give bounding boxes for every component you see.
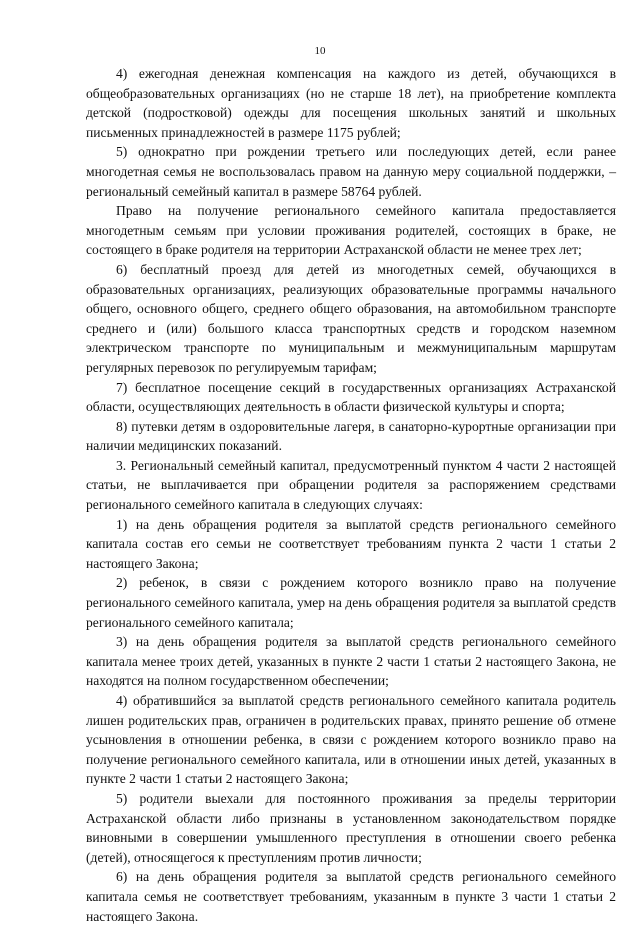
paragraph-item-4-compensation: 4) ежегодная денежная компенсация на каждого из детей, обучающихся в общеобразовательных организациях (но не старше 18 лет), на приобретение комплекта детской (подростковой) одежды для посещения школьных занятий и школьных письменных принадлежностей в размере 1175 рублей; bbox=[86, 66, 616, 140]
page-number: 10 bbox=[314, 45, 326, 57]
paragraph-exclusion-1: 1) на день обращения родителя за выплатой средств регионального семейного капитала состав его семьи не соответствует требованиям пункта 2 части 1 статьи 2 настоящего Закона; bbox=[86, 516, 616, 571]
paragraph-item-5-family-capital: 5) однократно при рождении третьего или последующих детей, если ранее многодетная семья не воспользовалась правом на данную меру социальной поддержки, – региональный семейный капитал в размере 58764 рублей. bbox=[86, 144, 616, 199]
paragraph-exclusion-6: 6) на день обращения родителя за выплатой средств регионального семейного капитала семья не соответствует требованиям, указанным в пункте 3 части 1 статьи 2 настоящего Закона. bbox=[86, 869, 616, 924]
document-body bbox=[86, 64, 616, 926]
paragraph-exclusion-4: 4) обратившийся за выплатой средств регионального семейного капитала родитель лишен родительских прав, ограничен в родительских правах, принято решение об отмене усыновления в отношении ребенка, в связи с рождением которого возникло право на получение регионального семейного капитала, или в отношении иных детей, указанных в пункте 2 части 1 статьи 2 настоящего Закона; bbox=[86, 693, 616, 787]
paragraph-capital-eligibility: Право на получение регионального семейного капитала предоставляется многодетным семьям при условии проживания родителей, состоящих в браке, не состоящего в браке родителя на территории Астраханской области не менее трех лет; bbox=[86, 203, 616, 258]
paragraph-item-8-camp-vouchers: 8) путевки детям в оздоровительные лагеря, в санаторно-курортные организации при наличии медицинских показаний. bbox=[86, 418, 616, 454]
paragraph-exclusion-5: 5) родители выехали для постоянного проживания за пределы территории Астраханской области либо признаны в установленном законодательством порядке виновными в совершении умышленного преступления в отношении своего ребенка (детей), относящегося к преступлениям против личности; bbox=[86, 790, 616, 865]
paragraph-exclusion-2: 2) ребенок, в связи с рождением которого возникло право на получение регионального семейного капитала, умер на день обращения родителя за выплатой средств регионального семейного капитала; bbox=[86, 575, 616, 630]
paragraph-item-6-free-transport: 6) бесплатный проезд для детей из многодетных семей, обучающихся в образовательных организациях, реализующих образовательные программы начального общего, основного общего, среднего общего образования, на автомобильном транспорте среднего и (или) большого класса транспортных средств и городском наземном электрическом транспорте по муниципальным и межмуниципальным маршрутам регулярных перевозок по регулируемым тарифам; bbox=[86, 261, 616, 375]
paragraph-section-3-exclusions: 3. Региональный семейный капитал, предусмотренный пунктом 4 части 2 настоящей статьи, не выплачивается при обращении родителя за распоряжением средствами регионального семейного капитала в следующих случаях: bbox=[86, 457, 616, 513]
paragraph-item-7-sports-sections: 7) бесплатное посещение секций в государственных организациях Астраханской области, осуществляющих деятельность в области физической культуры и спорта; bbox=[86, 379, 616, 415]
paragraph-exclusion-3: 3) на день обращения родителя за выплатой средств регионального семейного капитала менее троих детей, указанных в пункте 2 части 1 статьи 2 настоящего Закона, не находятся на полном государственном обеспечении; bbox=[86, 634, 616, 689]
